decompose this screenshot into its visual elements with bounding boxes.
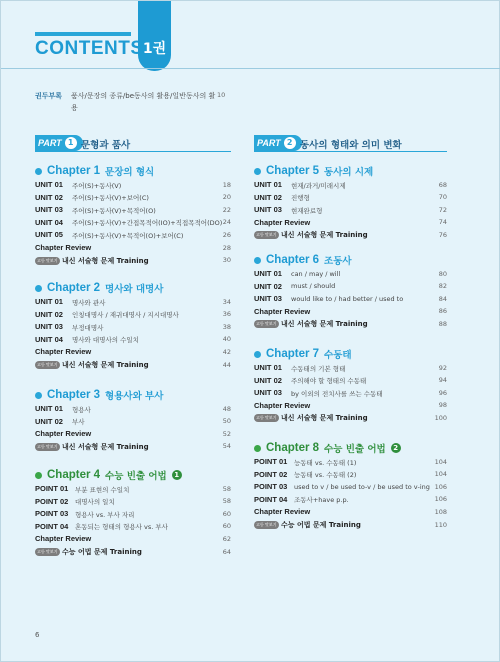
part-tag (35, 135, 83, 151)
toc-row[interactable] (254, 412, 447, 424)
toc-page-number: 106 (434, 482, 447, 491)
part-header (254, 135, 447, 152)
toc-page-number: 84 (438, 294, 447, 303)
toc-entry-title: 현재/과거/미래시제 (291, 181, 346, 190)
toc-page-number: 40 (222, 335, 231, 344)
toc-page-number: 18 (222, 180, 231, 189)
chapter-number: Chapter 2 (47, 282, 101, 294)
toc-entry-code: UNIT 01 (254, 180, 282, 189)
toc-entry-code: UNIT 01 (35, 297, 63, 306)
chapter-heading (35, 281, 163, 295)
chapter-title: 형용사와 부사 (105, 391, 164, 402)
bullet-dot-icon (254, 168, 261, 175)
toc-entry-title: 인칭대명사 / 재귀대명사 / 지시대명사 (72, 311, 179, 320)
toc-row[interactable] (254, 179, 447, 191)
level-pill: 고등 맛보기 (256, 522, 277, 527)
toc-row[interactable] (254, 306, 447, 318)
toc-page-number: 96 (438, 388, 447, 397)
toc-row[interactable] (35, 255, 231, 267)
appendix-text: 품사/문장의 종류/be동사의 활용/일반동사의 활용 (71, 92, 216, 112)
toc-page-number: 94 (438, 376, 447, 385)
toc-row[interactable] (35, 359, 231, 371)
toc-entry-title: 주의해야 할 형태의 수동태 (291, 377, 367, 386)
toc-page-number: 92 (438, 363, 447, 372)
toc-entry-title: 주어(S)+동사(V)+보어(C) (72, 194, 149, 203)
toc-row[interactable] (254, 192, 447, 204)
toc-row[interactable] (254, 229, 447, 241)
toc-entry-title: 내신 서술형 문제 Training (62, 361, 149, 369)
toc-entry-code: UNIT 01 (35, 404, 63, 413)
toc-row[interactable] (254, 387, 447, 399)
toc-page-number: 86 (438, 307, 447, 316)
toc-entry-title: 수동태의 기본 형태 (291, 364, 346, 373)
chapter-number: Chapter 8 (266, 442, 320, 454)
toc-row[interactable] (35, 346, 231, 358)
chapter-title: 조동사 (324, 256, 352, 267)
toc-entry-code: UNIT 02 (35, 192, 63, 202)
toc-page-number: 82 (438, 282, 447, 291)
toc-row[interactable] (254, 375, 447, 387)
toc-entry-title: would like to / had better / used to (291, 294, 404, 303)
toc-entry-title: 내신 서술형 문제 Training (281, 414, 368, 423)
toc-page-number: 106 (434, 495, 447, 504)
toc-entry-code: POINT 03 (254, 482, 288, 492)
toc-page-number: 60 (222, 522, 231, 531)
toc-entry-code: POINT 01 (35, 484, 69, 493)
toc-entry-code: UNIT 04 (35, 217, 63, 227)
part-title: 동사의 형태와 의미 변화 (300, 140, 402, 151)
toc-row[interactable] (254, 506, 447, 518)
toc-page-number: 34 (222, 297, 231, 306)
toc-row[interactable] (254, 519, 447, 531)
toc-entry-title: 내신 서술형 문제 Training (281, 320, 368, 329)
toc-page-number: 22 (222, 205, 231, 214)
toc-entry-title: must / should (291, 282, 336, 291)
toc-entry-code: UNIT 03 (35, 322, 63, 332)
toc-row[interactable] (35, 179, 231, 191)
toc-entry-title: 명사와 대명사의 수일치 (72, 336, 139, 345)
chapter-heading (254, 441, 401, 455)
toc-entry-title: can / may / will (291, 269, 341, 278)
chapter-title: 수능 빈출 어법 (324, 444, 386, 455)
toc-entry-title: by 이외의 전치사를 쓰는 수동태 (291, 389, 383, 398)
chapter-title: 수능 빈출 어법 (105, 471, 167, 482)
toc-entry-title: 혼동되는 형태의 형용사 vs. 부사 (75, 523, 168, 532)
toc-page-number: 48 (222, 404, 231, 413)
toc-page-number: 70 (438, 193, 447, 202)
chapter-number: Chapter 7 (266, 348, 320, 360)
chapter-heading (254, 253, 352, 267)
toc-entry-title: 부정대명사 (72, 323, 104, 332)
level-pill: 고등 맛보기 (37, 362, 58, 367)
toc-page-number: 64 (222, 547, 231, 556)
toc-entry-title: 주어(S)+동사(V) (72, 181, 122, 190)
toc-page-number: 20 (222, 193, 231, 202)
toc-page-number: 50 (222, 417, 231, 426)
toc-page-number: 72 (438, 205, 447, 214)
toc-entry-code: Chapter Review (254, 507, 311, 517)
toc-row[interactable] (35, 441, 231, 453)
toc-page-number: 52 (222, 429, 231, 438)
level-pill: 고등 맛보기 (256, 415, 277, 421)
part-tag-label: PART (38, 138, 62, 148)
volume-tab (138, 1, 171, 71)
toc-entry-code: UNIT 04 (35, 334, 63, 344)
page-title: CONTENTS (35, 38, 144, 59)
toc-row[interactable] (254, 494, 447, 506)
level-pill: 고등 맛보기 (256, 321, 277, 327)
toc-entry-title: 주어(S)+동사(V)+목적어(O) (72, 206, 156, 215)
part-header (35, 135, 231, 152)
toc-entry-code: UNIT 03 (254, 294, 282, 304)
toc-entry-title: 대명사의 일치 (75, 498, 115, 507)
toc-entry-code: POINT 02 (254, 469, 288, 479)
toc-page-number: 26 (222, 230, 231, 239)
toc-page-number: 58 (222, 484, 231, 493)
toc-row[interactable] (35, 309, 231, 321)
toc-row[interactable] (35, 521, 231, 533)
toc-entry-title: 수능 어법 문제 Training (62, 548, 142, 556)
chapter-title: 명사와 대명사 (105, 284, 164, 295)
toc-entry-title: used to v / be used to-v / be used to v-ing (294, 482, 430, 491)
toc-row[interactable] (254, 217, 447, 229)
chapter-number: Chapter 1 (47, 165, 101, 177)
toc-row[interactable] (35, 428, 231, 440)
toc-row[interactable] (35, 242, 231, 254)
toc-page-number: 24 (222, 218, 231, 227)
toc-row[interactable] (254, 281, 447, 293)
toc-row[interactable] (254, 268, 447, 280)
toc-row[interactable] (35, 508, 231, 520)
toc-row[interactable] (35, 403, 231, 415)
toc-entry-code: UNIT 01 (35, 180, 63, 189)
toc-entry-code: UNIT 02 (254, 281, 282, 291)
chapter-number: Chapter 4 (47, 469, 101, 481)
chapter-number: Chapter 5 (266, 165, 320, 177)
toc-entry-code: POINT 04 (35, 521, 69, 531)
toc-page-number: 100 (434, 413, 447, 422)
toc-page-number: 110 (434, 520, 447, 529)
toc-entry-code: UNIT 01 (254, 269, 282, 278)
toc-page-number: 104 (434, 470, 447, 479)
part-title: 문형과 품사 (81, 140, 131, 151)
part-tag (254, 135, 302, 151)
toc-entry-title: 진행형 (291, 194, 310, 203)
chapter-title: 문장의 형식 (105, 167, 155, 178)
level-pill: 고등 맛보기 (256, 232, 277, 238)
toc-page-number: 74 (438, 218, 447, 227)
toc-row[interactable] (35, 483, 231, 495)
toc-entry-code: UNIT 03 (35, 205, 63, 215)
toc-row[interactable] (35, 416, 231, 428)
toc-entry-title: 부분 표현의 수일치 (75, 485, 130, 494)
chapter-number: Chapter 6 (266, 254, 320, 266)
toc-entry-code: Chapter Review (35, 429, 92, 439)
appendix-label: 권두부록 (35, 92, 63, 100)
toc-page-number: 76 (438, 230, 447, 239)
chapter-title: 동사의 시제 (324, 167, 374, 178)
toc-page-number: 38 (222, 322, 231, 331)
header-divider (1, 68, 500, 69)
toc-entry-code: Chapter Review (35, 243, 92, 252)
bullet-dot-icon (254, 257, 261, 264)
toc-row[interactable] (35, 217, 231, 229)
toc-entry-code: Chapter Review (254, 306, 311, 316)
toc-row[interactable] (35, 229, 231, 241)
level-pill: 고등 맛보기 (37, 443, 58, 449)
toc-row[interactable] (35, 546, 231, 558)
toc-entry-code: UNIT 03 (254, 205, 282, 215)
toc-page-number: 98 (438, 401, 447, 410)
toc-page-number: 68 (438, 180, 447, 189)
toc-entry-title: 주어(S)+동사(V)+목적어(O)+보어(C) (72, 231, 184, 240)
toc-row[interactable] (254, 204, 447, 216)
toc-row[interactable] (35, 321, 231, 333)
toc-entry-title: 내신 서술형 문제 Training (62, 256, 149, 265)
level-pill: 고등 맛보기 (37, 549, 58, 554)
toc-entry-code: Chapter Review (35, 347, 92, 357)
toc-row[interactable] (254, 362, 447, 374)
toc-page-number: 62 (222, 534, 231, 543)
toc-page-number: 104 (434, 457, 447, 466)
toc-row[interactable] (35, 334, 231, 346)
chapter-title: 수동태 (324, 350, 352, 361)
toc-row[interactable] (254, 318, 447, 330)
toc-entry-title: 내신 서술형 문제 Training (62, 442, 149, 451)
bullet-dot-icon (254, 445, 261, 452)
page-number: 6 (35, 631, 40, 639)
toc-row[interactable] (35, 296, 231, 308)
chapter-heading (35, 388, 163, 402)
toc-page-number: 80 (438, 269, 447, 278)
toc-row[interactable] (35, 192, 231, 204)
toc-page-number: 44 (222, 360, 231, 369)
bullet-dot-icon (35, 472, 42, 479)
toc-page-number: 54 (222, 442, 231, 451)
bullet-dot-icon (35, 168, 42, 175)
toc-entry-title: 명사와 관사 (72, 298, 106, 307)
toc-page-number: 42 (222, 347, 231, 356)
part-number: 1 (65, 137, 77, 149)
volume-label: 1권 (142, 41, 167, 57)
chapter-number: Chapter 3 (47, 389, 101, 401)
toc-entry-code: UNIT 02 (35, 309, 63, 319)
toc-page-number: 36 (222, 310, 231, 319)
toc-entry-title: 능동태 vs. 수동태 (1) (294, 458, 357, 467)
toc-row[interactable] (254, 293, 447, 305)
toc-entry-code: POINT 02 (35, 496, 69, 506)
toc-entry-code: Chapter Review (254, 400, 311, 410)
toc-row[interactable] (254, 456, 447, 468)
toc-row[interactable] (35, 204, 231, 216)
toc-entry-title: 부사 (72, 418, 85, 427)
toc-page-number: 88 (438, 319, 447, 328)
toc-page-number: 30 (222, 256, 231, 265)
toc-entry-title: 현재완료형 (291, 206, 323, 215)
chapter-heading (35, 164, 154, 178)
toc-page-number: 58 (222, 497, 231, 506)
toc-entry-title: 수능 어법 문제 Training (281, 521, 361, 529)
toc-entry-code: UNIT 02 (254, 192, 282, 202)
part-number: 2 (284, 137, 296, 149)
chapter-heading (35, 468, 182, 482)
toc-entry-code: POINT 03 (35, 509, 69, 519)
toc-entry-title: 조동사+have p.p. (294, 496, 349, 505)
bullet-dot-icon (35, 285, 42, 292)
toc-row[interactable] (35, 496, 231, 508)
toc-entry-code: UNIT 02 (254, 375, 282, 385)
header-accent-bar (35, 32, 131, 36)
toc-entry-title: 능동태 vs. 수동태 (2) (294, 471, 357, 480)
chapter-heading (254, 347, 352, 361)
bullet-dot-icon (254, 351, 261, 358)
chapter-badge: 2 (391, 443, 401, 453)
toc-page-number: 60 (222, 509, 231, 518)
chapter-heading (254, 164, 373, 178)
level-pill: 고등 맛보기 (37, 257, 58, 263)
toc-row[interactable] (254, 400, 447, 412)
appendix-page: 10 (217, 91, 226, 99)
toc-entry-title: 형용사 (72, 405, 91, 414)
toc-entry-title: 주어(S)+동사(V)+간접목적어(IO)+직접목적어(DO) (72, 219, 223, 228)
toc-entry-code: POINT 01 (254, 457, 288, 466)
toc-entry-title: 내신 서술형 문제 Training (281, 231, 368, 240)
toc-entry-code: UNIT 05 (35, 230, 63, 240)
toc-row[interactable] (254, 469, 447, 481)
toc-row[interactable] (35, 533, 231, 545)
toc-page-number: 108 (434, 507, 447, 516)
toc-row[interactable] (254, 481, 447, 493)
toc-page-number: 28 (222, 243, 231, 252)
toc-entry-code: Chapter Review (35, 534, 92, 544)
toc-entry-code: Chapter Review (254, 217, 311, 227)
toc-entry-code: UNIT 02 (35, 416, 63, 426)
chapter-badge: 1 (172, 470, 182, 480)
toc-entry-code: POINT 04 (254, 494, 288, 504)
toc-entry-code: UNIT 03 (254, 388, 282, 398)
bullet-dot-icon (35, 392, 42, 399)
toc-entry-title: 형용사 vs. 부사 자리 (75, 510, 135, 519)
part-tag-label: PART (257, 138, 281, 148)
toc-entry-code: UNIT 01 (254, 363, 282, 372)
